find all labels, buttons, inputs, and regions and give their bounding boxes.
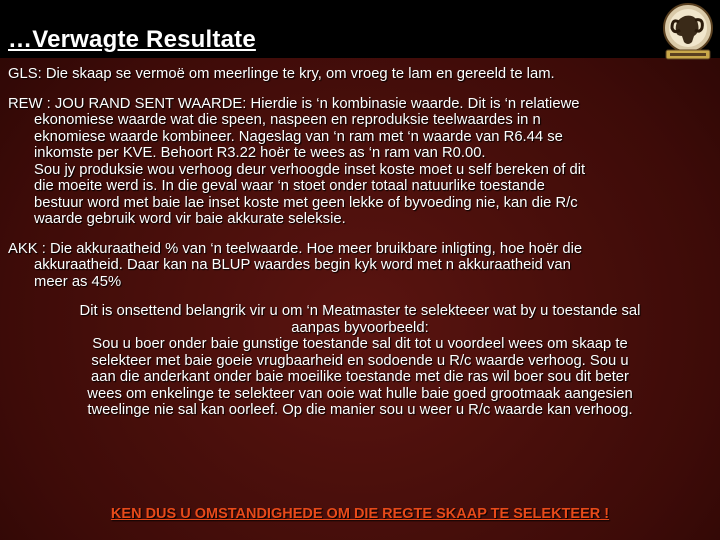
advice-line: aanpas byvoorbeeld: <box>291 319 429 336</box>
akk-line: meer as 45% <box>34 273 122 290</box>
gls-text: GLS: Die skaap se vermoë om meerlinge te kry, om vroeg te lam en gereeld te lam. <box>8 66 555 82</box>
rew-line: eknomiese waarde kombineer. Nageslag van ‘n ram met ‘n waarde van R6.44 se <box>34 128 563 145</box>
slide-title: …Verwagte Resultate <box>8 26 256 53</box>
akk-line: AKK : Die akkuraatheid % van ‘n teelwaarde. Hoe meer bruikbare inligting, hoe hoër die <box>8 240 583 257</box>
advice-line: wees om enkelinge te selekteer van ooie wat hulle baie goed grootmaak aangesien <box>87 385 633 402</box>
rew-line: waarde gebruik word vir baie akkurate seleksie. <box>34 211 346 227</box>
meatmaster-ram-logo-icon <box>658 2 716 64</box>
gls-paragraph <box>8 66 712 83</box>
advice-line: Dit is onsettend belangrik vir u om ‘n Meatmaster te selekteeer wat by u toestande sal <box>79 303 641 319</box>
rew-line: inkomste per KVE. Behoort R3.22 hoër te wees as ‘n ram van R0.00. <box>34 145 486 161</box>
akk-paragraph <box>8 241 712 291</box>
advice-line: tweelinge nie sal kan oorleef. Op die manier sou u weer u R/c waarde kan verhoog. <box>87 402 633 418</box>
rew-line: ekonomiese waarde wat die speen, naspeen en reproduksie teelwaardes in n <box>34 112 541 128</box>
advice-line: Sou u boer onder baie gunstige toestande sal dit tot u voordeel wees om skaap te <box>92 336 628 352</box>
rew-line: REW : JOU RAND SENT WAARDE: Hierdie is ‘n kombinasie waarde. Dit is ‘n relatiewe <box>8 95 580 112</box>
advice-line: selekteer met baie goeie vrugbaarheid en sodoende u R/c waarde verhoog. Sou u <box>91 352 629 369</box>
rew-line: die moeite werd is. In die geval waar ‘n stoet onder totaal natuurlike toestande <box>34 178 545 194</box>
advice-line: aan die anderkant onder baie moeilike toestande met die ras wil boer sou dit beter <box>91 369 629 385</box>
advice-block <box>8 303 712 419</box>
slide-content <box>8 66 712 419</box>
rew-line: bestuur word met baie lae inset koste met geen lekke of byvoeding nie, kan die R/c <box>34 194 578 211</box>
rew-line: Sou jy produksie wou verhoog deur verhoogde inset koste moet u self bereken of dit <box>34 161 586 178</box>
akk-line: akkuraatheid. Daar kan na BLUP waardes begin kyk word met n akkuraatheid van <box>34 257 571 273</box>
rew-paragraph <box>8 96 712 228</box>
footer-callout: KEN DUS U OMSTANDIGHEDE OM DIE REGTE SKAAP TE SELEKTEER ! <box>110 506 610 522</box>
